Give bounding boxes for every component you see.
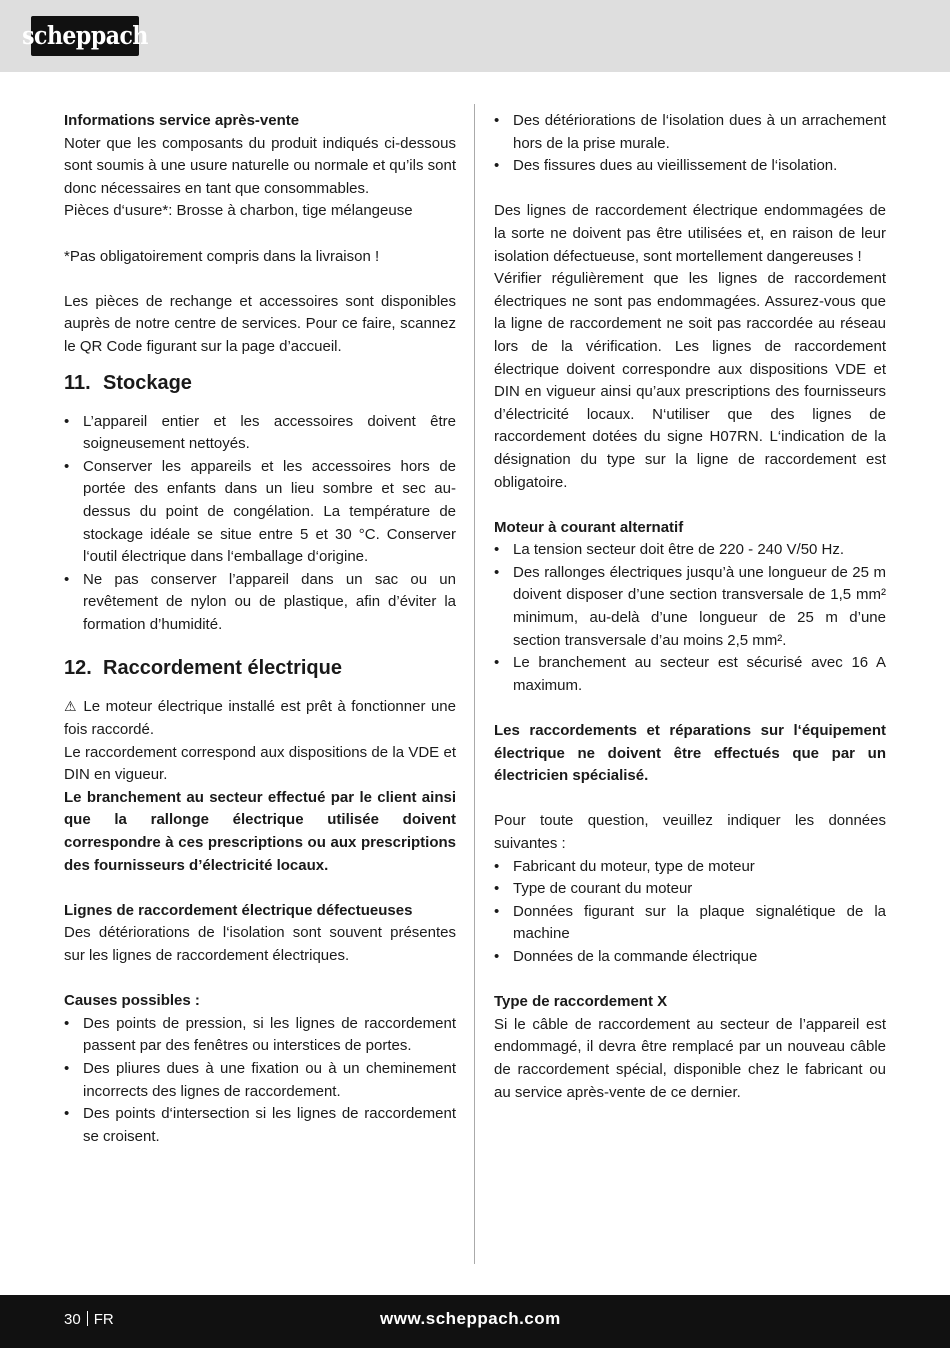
section-heading-electrical bbox=[64, 654, 456, 682]
questions-list bbox=[494, 856, 886, 969]
list-item: • Type de courant du moteur bbox=[494, 878, 886, 901]
ac-motor-title: Moteur à courant alternatif bbox=[494, 518, 684, 536]
warning-paragraph bbox=[64, 696, 456, 741]
list-item: • Des points d‘intersection si les lignes de raccordement se croisent. bbox=[64, 1103, 456, 1148]
causes-list bbox=[64, 1013, 456, 1149]
electrician-notice: Les raccordements et réparations sur l‘équipement électrique ne doivent être effectués que par un électricien spécialisé. bbox=[494, 722, 886, 785]
list-item: • Des pliures dues à une fixation ou à un cheminement incorrects des lignes de raccordement. bbox=[64, 1058, 456, 1103]
storage-list bbox=[64, 411, 456, 637]
defective-lines-text: Des détériorations de l‘isolation sont souvent présentes sur les lignes de raccordement électriques. bbox=[64, 924, 456, 964]
list-item: • Le branchement au secteur est sécurisé avec 16 A maximum. bbox=[494, 652, 886, 697]
section-title: Raccordement électrique bbox=[103, 657, 342, 680]
list-item: • La tension secteur doit être de 220 - 240 V/50 Hz. bbox=[494, 539, 886, 562]
causes-title: Causes possibles : bbox=[64, 992, 200, 1010]
list-item: • Des détériorations de l‘isolation dues à un arrachement hors de la prise murale. bbox=[494, 110, 886, 155]
spare-parts-text: Les pièces de rechange et accessoires sont disponibles auprès de notre centre de services. Pour ce faire, scannez le QR Code figurant sur la page d’accueil. bbox=[64, 292, 456, 355]
service-title: Informations service après-vente bbox=[64, 112, 300, 129]
conformity-text: Le raccordement correspond aux dispositions de la VDE et DIN en vigueur. bbox=[64, 743, 456, 784]
header-band bbox=[0, 0, 950, 72]
customer-connection-notice: Le branchement au secteur effectué par le client ainsi que la rallonge électrique utilisée doivent correspondre à ces prescriptions ou aux prescriptions des fournisseurs d’électricité locaux. bbox=[64, 788, 456, 874]
check-lines-text: Vérifier régulièrement que les lignes de raccordement électriques ne sont pas endommagées. Assurez-vous que la ligne de raccordement ne soit pas raccordée au réseau lors de la vérification. Les lignes de raccordement électrique doivent correspondre aux dispositions VDE et DIN en vigueur ainsi qu’aux prescriptions des fournisseurs d’électricité locaux. N‘utiliser que des lignes de raccordement dotées du signe H07RN. L‘indication de la désignation du type sur la ligne de raccordement est obligatoire. bbox=[494, 270, 886, 491]
ac-motor-list bbox=[494, 539, 886, 697]
list-item: • Des fissures dues au vieillissement de l‘isolation. bbox=[494, 155, 886, 178]
logo-text: scheppach bbox=[22, 21, 148, 51]
list-item: • Des points de pression, si les lignes de raccordement passent par des fenêtres ou interstices de portes. bbox=[64, 1013, 456, 1058]
footer-bar bbox=[0, 1295, 950, 1348]
warning-icon: ⚠ bbox=[64, 699, 78, 716]
causes-list-continued bbox=[494, 110, 886, 178]
footnote-text: *Pas obligatoirement compris dans la livraison ! bbox=[64, 247, 380, 265]
list-item: • Données de la commande électrique bbox=[494, 946, 886, 969]
list-item: • Ne pas conserver l’appareil dans un sac ou un revêtement de nylon ou de plastique, afin d’éviter la formation d’humidité. bbox=[64, 569, 456, 637]
wear-parts-text: Pièces d‘usure*: Brosse à charbon, tige mélangeuse bbox=[64, 202, 413, 220]
list-item: • Données figurant sur la plaque signalétique de la machine bbox=[494, 901, 886, 946]
column-divider bbox=[474, 104, 475, 1264]
section-number: 12. bbox=[64, 657, 92, 680]
left-column bbox=[64, 110, 456, 1148]
list-item: • L’appareil entier et les accessoires doivent être soigneusement nettoyés. bbox=[64, 411, 456, 456]
website-link[interactable]: www.scheppach.com bbox=[380, 1309, 561, 1328]
defective-lines-title: Lignes de raccordement électrique défectueuses bbox=[64, 901, 413, 919]
service-text: Noter que les composants du produit indiqués ci-dessous sont soumis à une usure naturelle ou normale et qu’ils sont donc nécessaires en tant que consommables. bbox=[64, 134, 456, 197]
questions-intro: Pour toute question, veuillez indiquer les données suivantes : bbox=[494, 812, 886, 852]
page-indicator bbox=[64, 1310, 114, 1330]
scheppach-logo bbox=[22, 16, 148, 56]
section-title: Stockage bbox=[103, 371, 192, 394]
list-item: • Conserver les appareils et les accessoires hors de portée des enfants dans un lieu sombre et sec au-dessus du point de congélation. La température de stockage idéale se situe entre 5 et 30 °C. Conserver l‘outil électrique dans l‘emballage d‘origine. bbox=[64, 456, 456, 569]
language-code: FR bbox=[93, 1311, 114, 1328]
section-heading-storage bbox=[64, 369, 456, 397]
page-separator bbox=[87, 1311, 88, 1326]
section-number: 11. bbox=[64, 371, 91, 394]
warning-text: Le moteur électrique installé est prêt à fonctionner une fois raccordé. bbox=[64, 698, 456, 739]
right-column bbox=[494, 110, 886, 1104]
list-item: • Des rallonges électriques jusqu’à une longueur de 25 m doivent disposer d’une section transversale de 1,5 mm² minimum, au-delà d’une longueur de 25 m d’une section transversale d’au moins 2,5 mm². bbox=[494, 562, 886, 652]
connection-type-title: Type de raccordement X bbox=[494, 993, 668, 1011]
list-item: • Fabricant du moteur, type de moteur bbox=[494, 856, 886, 879]
connection-type-text: Si le câble de raccordement au secteur de l’appareil est endommagé, il devra être remplacé par un nouveau câble de raccordement spécial, disponible chez le fabricant ou au service après-vente de ce dernier. bbox=[494, 1015, 886, 1101]
damaged-lines-text: Des lignes de raccordement électrique endommagées de la sorte ne doivent pas être utilisées et, en raison de leur isolation défectueuse, sont mortellement dangereuses ! bbox=[494, 202, 886, 265]
page-number: 30 bbox=[64, 1311, 81, 1328]
